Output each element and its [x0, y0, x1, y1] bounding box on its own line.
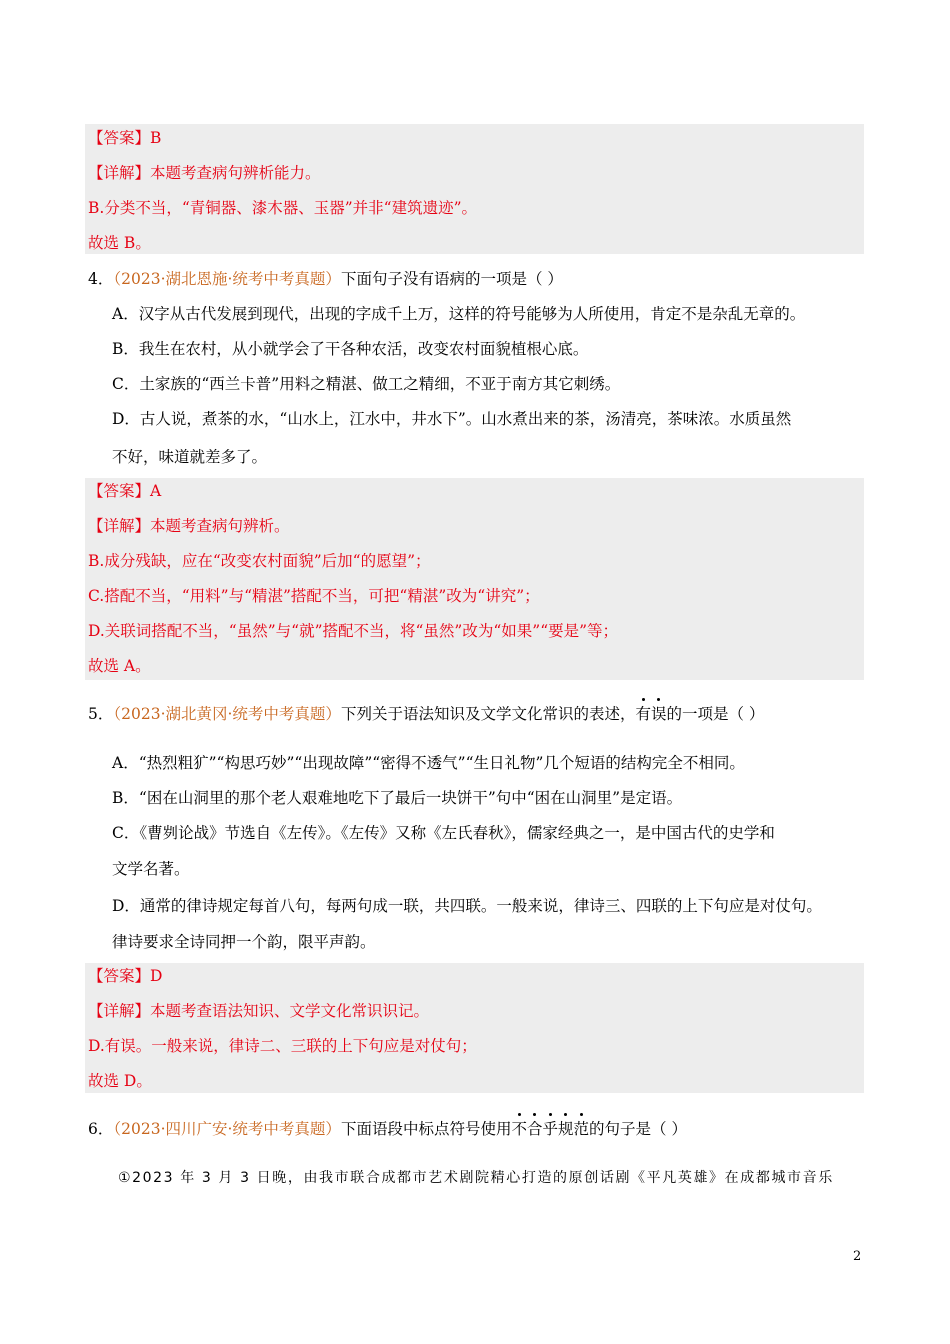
detail-tag: 【详解】 [88, 164, 151, 182]
question-6-stem [88, 1118, 687, 1140]
detail-line [88, 162, 321, 184]
question-text: 下面句子没有语病的一项是（ ） [340, 270, 563, 288]
emphasis-char: 范 [573, 1120, 590, 1138]
option-b: B．“困在山洞里的那个老人艰难地吃下了最后一块饼干”句中“困在山洞里”是定语。 [112, 789, 683, 807]
option-d-cont: 不好，味道就差多了。 [112, 448, 268, 466]
option-a: A．“热烈粗犷”“构思巧妙”“出现故障”“密得不透气”“生日礼物”几个短语的结构完全不相同。 [112, 754, 745, 772]
question-source: （2023·四川广安·统考中考真题） [113, 1120, 341, 1138]
emphasis-char: 乎 [542, 1120, 558, 1138]
option-d-cont: 律诗要求全诗同押一个韵，限平声韵。 [112, 933, 376, 951]
explain-line: 故选 A。 [88, 657, 151, 675]
question-source: （2023·湖北黄冈·统考中考真题） [113, 705, 341, 723]
answer-label: 【答案】B [88, 129, 162, 147]
question-text-end: 的句子是（ ） [589, 1120, 687, 1138]
option-d: D．古人说，煮茶的水，“山水上，江水中，井水下”。山水煮出来的茶，汤清亮，茶味浓。水质虽然 [112, 410, 792, 428]
page-number: 2 [853, 1249, 862, 1264]
answer-label: 【答案】A [88, 482, 162, 500]
option-c: C．土家族的“西兰卡普”用料之精湛、做工之精细，不亚于南方其它刺绣。 [112, 375, 621, 393]
detail-line [88, 1000, 429, 1022]
question-number: 4． [88, 270, 114, 288]
question-text: 下面语段中标点符号使用 [340, 1120, 512, 1138]
emphasis-char: 合 [526, 1120, 543, 1138]
explain-line: D.关联词搭配不当，“虽然”与“就”搭配不当，将“虽然”改为“如果”“要是”等； [88, 622, 619, 640]
option-a: A．汉字从古代发展到现代，出现的字成千上万，这样的符号能够为人所使用，肯定不是杂乱无章的。 [112, 305, 806, 323]
explain-line: C.搭配不当，“用料”与“精湛”搭配不当，可把“精湛”改为“讲究”； [88, 587, 540, 605]
passage-line: ①2023 年 3 月 3 日晚，由我市联合成都市艺术剧院精心打造的原创话剧《平凡英雄》在成都城市音乐 [118, 1170, 834, 1186]
question-4-stem [88, 268, 563, 290]
explain-line: D.有误。一般来说，律诗二、三联的上下句应是对仗句； [88, 1037, 477, 1055]
answer-box-q4 [85, 478, 864, 680]
question-text-end: 的一项是（ ） [666, 705, 765, 723]
option-c-cont: 文学名著。 [112, 860, 190, 878]
detail-text: 本题考查病句辨析能力。 [150, 164, 321, 182]
question-5-stem [88, 703, 764, 725]
detail-tag: 【详解】 [88, 1002, 151, 1020]
answer-box-q3 [85, 124, 864, 254]
detail-line [88, 515, 290, 537]
detail-text: 本题考查语法知识、文学文化常识识记。 [150, 1002, 430, 1020]
emphasis-char: 不 [511, 1120, 527, 1138]
explain-line: B.分类不当，“青铜器、漆木器、玉器”并非“建筑遗迹”。 [88, 199, 478, 217]
explain-line: B.成分残缺，应在“改变农村面貌”后加“的愿望”； [88, 552, 431, 570]
emphasis-char: 规 [558, 1120, 574, 1138]
question-source: （2023·湖北恩施·统考中考真题） [113, 270, 341, 288]
option-d: D．通常的律诗规定每首八句，每两句成一联，共四联。一般来说，律诗三、四联的上下句应是对仗句。 [112, 897, 822, 915]
question-number: 5． [88, 705, 114, 723]
answer-label: 【答案】D [88, 967, 163, 985]
question-number: 6． [88, 1120, 114, 1138]
question-text: 下列关于语法知识及文学文化常识的表述， [340, 705, 636, 723]
emphasis-char: 有 [635, 705, 651, 723]
explain-line: 故选 D。 [88, 1072, 152, 1090]
option-b: B．我生在农村，从小就学会了干各种农活，改变农村面貌植根心底。 [112, 340, 589, 358]
answer-box-q5 [85, 963, 864, 1093]
option-c: C．《曹刿论战》节选自《左传》。《左传》又称《左氏春秋》，儒家经典之一，是中国古代的史学和 [112, 824, 775, 842]
explain-line: 故选 B。 [88, 234, 151, 252]
emphasis-char: 误 [650, 705, 667, 723]
detail-text: 本题考查病句辨析。 [150, 517, 290, 535]
detail-tag: 【详解】 [88, 517, 151, 535]
